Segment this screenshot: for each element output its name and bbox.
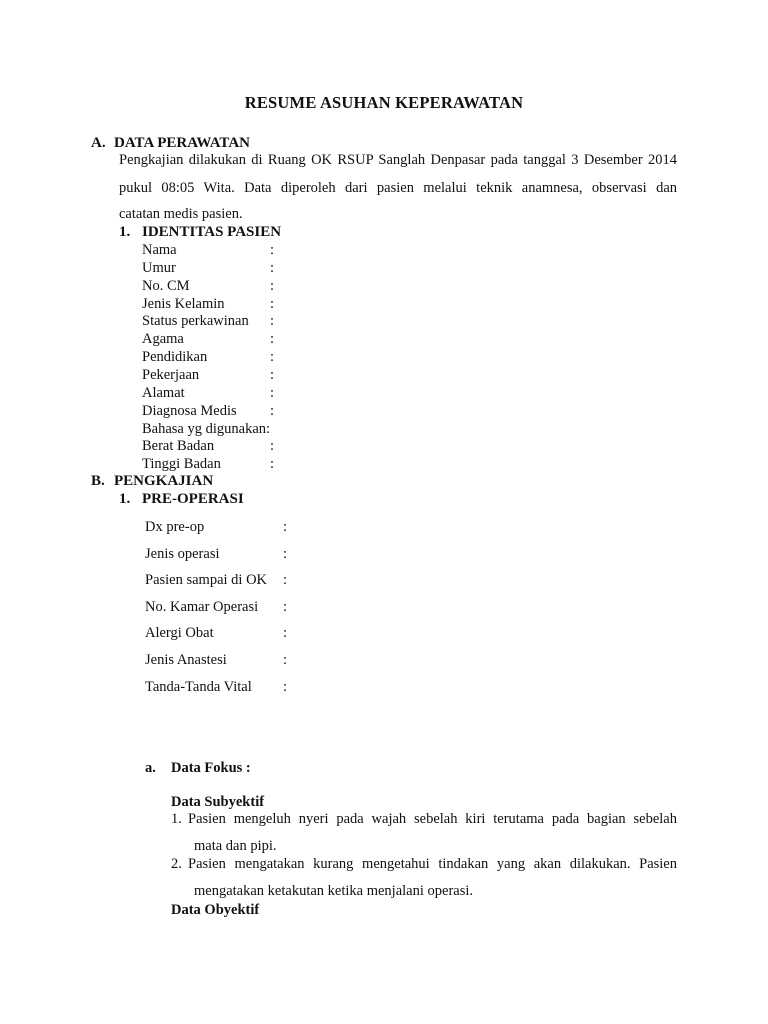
identity-number: 1. <box>119 224 131 240</box>
preop-field-label: No. Kamar Operasi <box>145 598 259 615</box>
preop-field-label: Pasien sampai di OK <box>145 572 268 589</box>
subjective-item-2-number: 2. <box>171 856 182 872</box>
identity-field-label: Status perkawinan <box>142 313 249 330</box>
identity-field-label: Jenis Kelamin <box>142 295 225 312</box>
identity-field-colon: : <box>270 402 275 419</box>
section-a-paragraph-line-2: pukul 08:05 Wita. Data diperoleh dari pasien melalui teknik anamnesa, observasi dan <box>119 180 677 196</box>
identity-field-label: Bahasa yg digunakan: <box>142 420 271 437</box>
identity-field-colon: : <box>270 242 275 258</box>
section-a-paragraph-line-1: Pengkajian dilakukan di Ruang OK RSUP Sanglah Denpasar pada tanggal 3 Desember 2014 <box>119 152 677 168</box>
section-a-heading: DATA PERAWATAN <box>114 135 250 151</box>
identity-field-label: Alamat <box>142 384 185 401</box>
section-b-heading: PENGKAJIAN <box>114 473 214 489</box>
identity-field-colon: : <box>270 277 275 294</box>
identity-field-colon: : <box>270 456 275 473</box>
preop-field-label: Dx pre-op <box>145 519 205 535</box>
identity-field-label: Berat Badan <box>142 438 215 455</box>
preop-field-colon: : <box>283 678 288 695</box>
identity-heading: IDENTITAS PASIEN <box>142 224 282 240</box>
preop-field-label: Jenis operasi <box>145 545 220 562</box>
identity-field-colon: : <box>270 438 275 455</box>
identity-field-colon: : <box>270 313 275 330</box>
identity-field-colon: : <box>270 349 275 366</box>
subjective-heading: Data Subyektif <box>171 794 265 810</box>
identity-field-label: Pekerjaan <box>142 366 200 383</box>
subjective-item-1-line-1: Pasien mengeluh nyeri pada wajah sebelah kiri terutama pada bagian sebelah <box>188 811 677 827</box>
identity-field-label: Agama <box>142 331 184 348</box>
section-a-letter: A. <box>91 135 106 151</box>
focus-letter: a. <box>145 760 156 776</box>
identity-field-colon: : <box>270 295 275 312</box>
subjective-item-2-line-2: mengatakan ketakutan ketika menjalani operasi. <box>194 883 474 899</box>
identity-field-label: Umur <box>142 259 176 276</box>
identity-field-label: Pendidikan <box>142 349 208 366</box>
focus-heading: Data Fokus : <box>171 760 251 776</box>
identity-field-colon: : <box>270 384 275 401</box>
preop-field-label: Jenis Anastesi <box>145 652 227 668</box>
preop-heading: PRE-OPERASI <box>142 491 244 507</box>
subjective-item-1-number: 1. <box>171 811 182 827</box>
preop-field-colon: : <box>283 598 288 615</box>
section-b-letter: B. <box>91 473 105 489</box>
identity-field-colon: : <box>270 259 275 276</box>
identity-field-colon: : <box>270 366 275 383</box>
preop-field-colon: : <box>283 625 288 642</box>
preop-field-colon: : <box>283 545 288 562</box>
preop-field-label: Alergi Obat <box>145 625 214 642</box>
subjective-item-1-line-2: mata dan pipi. <box>194 838 277 854</box>
document-title: RESUME ASUHAN KEPERAWATAN <box>244 93 524 112</box>
objective-heading: Data Obyektif <box>171 902 260 918</box>
preop-field-label: Tanda-Tanda Vital <box>145 678 252 695</box>
identity-field-label: Tinggi Badan <box>142 456 221 473</box>
identity-field-colon: : <box>270 331 275 348</box>
preop-field-colon: : <box>283 519 288 535</box>
identity-field-label: Nama <box>142 242 177 258</box>
subjective-item-2-line-1: Pasien mengatakan kurang mengetahui tindakan yang akan dilakukan. Pasien <box>188 856 677 872</box>
identity-field-label: Diagnosa Medis <box>142 402 237 419</box>
preop-number: 1. <box>119 491 131 507</box>
section-a-paragraph-line-3: catatan medis pasien. <box>119 206 243 222</box>
preop-field-colon: : <box>283 572 288 589</box>
preop-field-colon: : <box>283 652 288 668</box>
identity-field-label: No. CM <box>142 277 190 294</box>
